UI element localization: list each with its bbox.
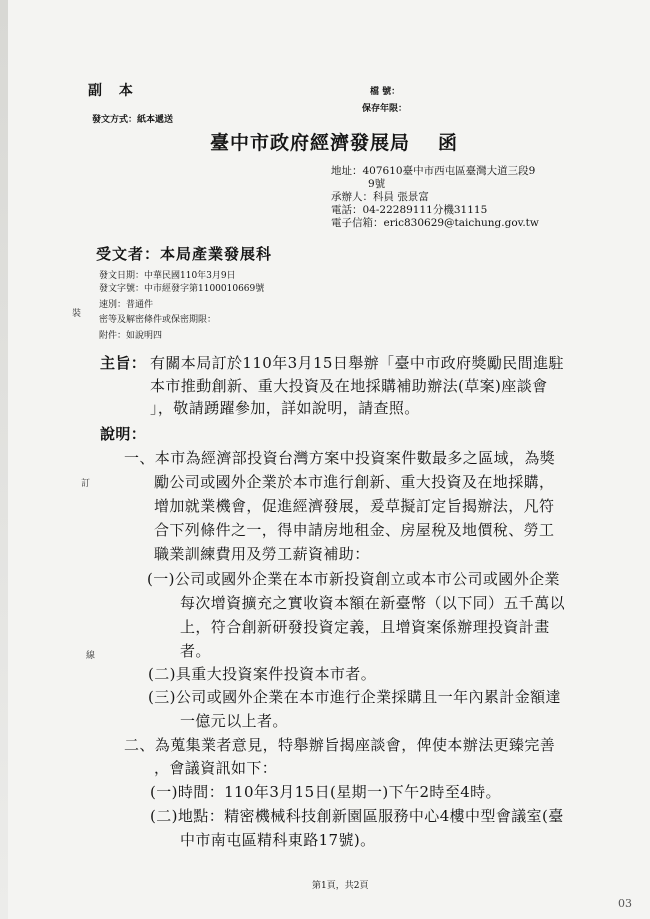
copy-label: 副 本 [88, 83, 139, 99]
scan-edge [0, 0, 8, 919]
binding-mark-top: 裝 [72, 309, 82, 319]
binding-mark-bottom: 線 [86, 651, 96, 661]
issue-number: 發文字號：中市經發字第1100010669號 [99, 284, 265, 294]
meeting-place-line-2: 中市南屯區精科東路17號)。 [180, 831, 376, 849]
sub1-line-4: 者。 [180, 642, 211, 660]
sub3-line-2: 一億元以上者。 [180, 712, 288, 730]
address-line1: 地址：407610臺中市西屯區臺灣大道三段9 [331, 165, 536, 177]
subject-line-3: 」，敬請踴躍參加，詳如說明，請查照。 [150, 399, 420, 417]
sub3-line-1: (三)公司或國外企業在本市進行企業採購且一年內累計金額達 [148, 688, 561, 706]
security: 密等及解密條件或保密期限： [99, 315, 217, 325]
send-method: 發文方式：紙本遞送 [92, 115, 174, 125]
page-number: 第1頁，共2頁 [312, 881, 369, 891]
doc-type: 函 [438, 132, 459, 154]
issue-date: 發文日期：中華民國110年3月9日 [99, 271, 236, 281]
meeting-time: (一)時間：110年3月15日(星期一)下午2時至4時。 [150, 783, 501, 801]
attachment: 附件：如說明四 [99, 331, 163, 341]
subject-label: 主旨： [100, 354, 147, 372]
sub2: (二)具重大投資案件投資本市者。 [148, 665, 377, 683]
meeting-place-line-1: (二)地點：精密機械科技創新園區服務中心4樓中型會議室(臺 [150, 807, 564, 825]
archive-no-label: 檔 號： [370, 87, 401, 97]
retention-label: 保存年限： [362, 104, 408, 114]
speed: 速別：普通件 [99, 300, 154, 310]
agency-title: 臺中市政府經濟發展局 [210, 132, 411, 154]
handler: 承辦人：科員 張景富 [331, 191, 429, 203]
binding-mark-mid: 訂 [81, 479, 91, 489]
sub1-line-2: 每次增資擴充之實收資本額在新臺幣（以下同）五千萬以 [180, 594, 566, 612]
item1-line-1: 一、本市為經濟部投資台灣方案中投資案件數最多之區域，為獎 [124, 449, 556, 467]
item1-line-4: 合下列條件之一，得申請房地租金、房屋稅及地價稅、勞工 [154, 521, 555, 539]
item2-line-2: ，會議資訊如下： [154, 759, 278, 777]
corner-mark: 03 [618, 897, 632, 910]
item1-line-2: 勵公司或國外企業於本市進行創新、重大投資及在地採購， [154, 473, 555, 491]
item2-line-1: 二、為蒐集業者意見，特舉辦旨揭座談會，俾使本辦法更臻完善 [124, 736, 556, 754]
item1-line-5: 職業訓練費用及勞工薪資補助： [154, 545, 370, 563]
phone: 電話：04-22289111分機31115 [331, 204, 488, 216]
explanation-label: 說明： [100, 425, 147, 443]
email: 電子信箱：eric830629@taichung.gov.tw [331, 217, 539, 229]
subject-line-2: 本市推動創新、重大投資及在地採購補助辦法(草案)座談會 [150, 377, 548, 395]
recipient: 受文者：本局產業發展科 [96, 245, 273, 263]
item1-line-3: 增加就業機會，促進經濟發展，爰草擬訂定旨揭辦法，凡符 [154, 497, 555, 515]
address-line2: 9號 [368, 178, 386, 190]
sub1-line-1: (一)公司或國外企業在本市新投資創立或本市公司或國外企業 [147, 570, 560, 588]
sub1-line-3: 上，符合創新研發投資定義，且增資案係辦理投資計畫 [180, 618, 550, 636]
subject-line-1: 有關本局訂於110年3月15日舉辦「臺中市政府獎勵民間進駐 [150, 354, 564, 372]
